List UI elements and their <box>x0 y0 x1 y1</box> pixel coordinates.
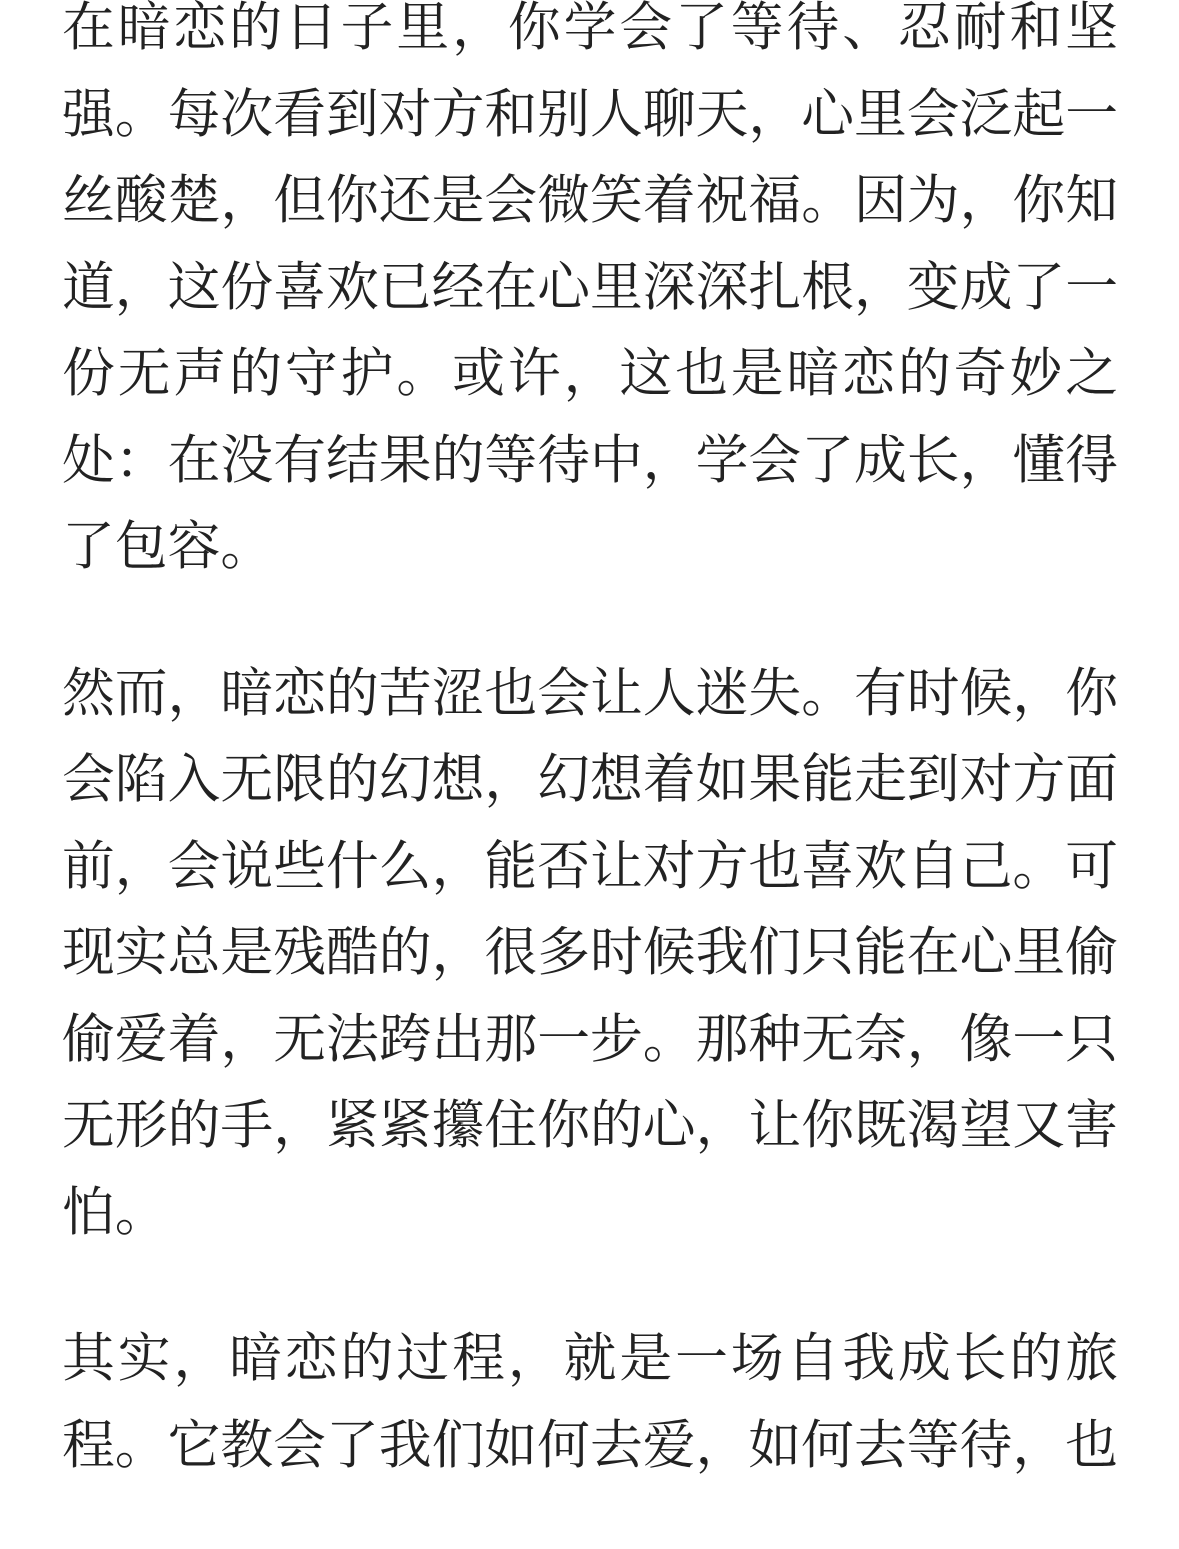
paragraph: 其实，暗恋的过程，就是一场自我成长的旅程。它教会了我们如何去爱，如何去等待，也 <box>62 1328 1118 1476</box>
article-body <box>62 0 1118 1549</box>
paragraph: 然而，暗恋的苦涩也会让人迷失。有时候，你会陷入无限的幻想，幻想着如果能走到对方面前，会说些什么，能否让对方也喜欢自己。可现实总是残酷的，很多时候我们只能在心里偷偷爱着，无法跨出那一步。那种无奈，像一只无形的手，紧紧攥住你的心，让你既渴望又害怕。 <box>62 662 1118 1243</box>
paragraph: 在暗恋的日子里，你学会了等待、忍耐和坚强。每次看到对方和别人聊天，心里会泛起一丝酸楚，但你还是会微笑着祝福。因为，你知道，这份喜欢已经在心里深深扎根，变成了一份无声的守护。或许，这也是暗恋的奇妙之处：在没有结果的等待中，学会了成长，懂得了包容。 <box>62 0 1118 577</box>
